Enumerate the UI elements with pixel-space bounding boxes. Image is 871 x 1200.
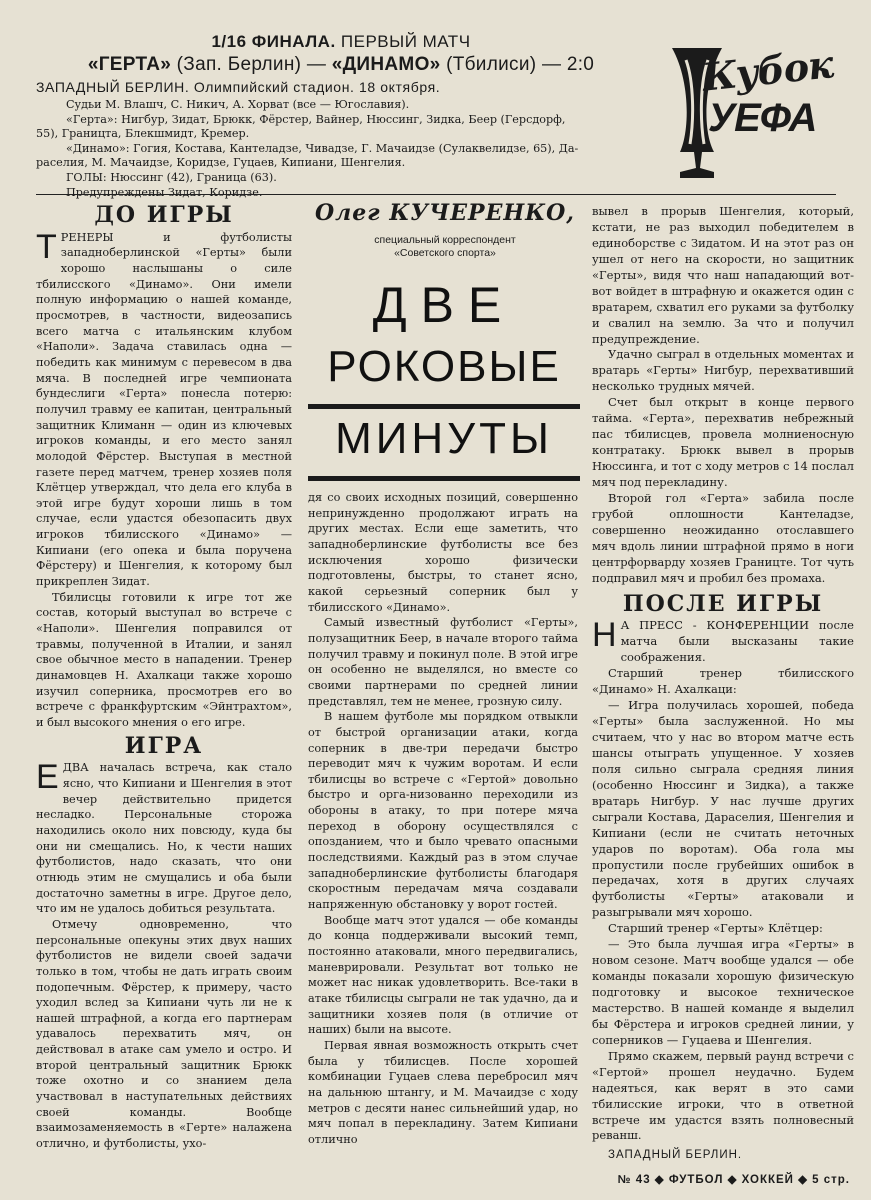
- uefa-cup-logo: [650, 40, 850, 200]
- byline: [312, 200, 578, 260]
- headline-word-2: РОКОВЫЕ: [327, 342, 561, 391]
- hertha-lineup-2: 55), Границта, Блекшмидт, Кремер.: [36, 127, 250, 141]
- author-role-2: «Советского спорта»: [394, 247, 496, 259]
- paragraph: — Игра получилась хорошей, победа «Герты» была заслуженной. Но мы считаем, что у нас во втором матче есть шансы отыграть упущенное. У хозяев поля сильно сыграла средняя линия (особенно Нюссинг и Зидка), а также вратарь Нигбур. У нас лучше других сыграли Костава, Дараселия, Шенгелия и Кипиани (если не считать неточных ударов по воротам). Оба гола мы пропустили после грубейших ошибок в передачах, хотя в других случаях футболисты «Герты» атаковали и разыгрывали мяч хорошо.: [592, 698, 854, 920]
- paragraph: В нашем футболе мы порядком отвыкли от быстрой организации атаки, когда соперник в две-три передачи быстро переводит мяч к чужим воротам. И если тбилисцы во встрече с «Гертой» довольно быстро и орга-низованно переходили из обороны в атаку, то при потере мяча переход в оборону осуществлялся с опозданием, что и было чревато опасными последствиями. Каждый раз в этом случае западноберлинские футболисты благодаря скоростным передачам мяча создавали напряженную обстановку у ворот гостей.: [308, 710, 578, 912]
- paragraph: — Это была лучшая игра «Герты» в новом сезоне. Матч вообще удался — обе команды показали хорошую физическую подготовку и высокое техническое мастерство. В нашей команде я выделил бы Фёрстера и игроков средней линии, у соперников — Гуцаева и Шенгелия.: [592, 937, 854, 1047]
- paragraph: Самый известный футболист «Герты», полузащитник Беер, в начале второго тайма получил травму и покинул поле. В этой игре он особенно не выделялся, но вместе со своими партнерами по средней линии представлял, тем не менее, грозную силу.: [308, 616, 578, 708]
- paragraph: Счет был открыт в конце первого тайма. «Герта», перехватив небрежный пас тбилисцев, провела молниеносную контратаку. Брюкк вывел в прорыв Нюссинга, и тот с ходу метров с 14 послал мяч под перекладину.: [592, 395, 854, 489]
- headline-rule: [308, 404, 580, 409]
- paragraph: ТРЕНЕРЫ и футболисты западноберлинской «Герты» были хорошо наслышаны о силе тбилисского «Динамо». Они имели полную информацию о нашей команде, просмотрев, в частности, видеозапись всего матча с итальянским клубом «Наполи». Задача ставилась одна — победить как минимум с перевесом в два мяча. В последней игре чемпионата бундеслиги «Герта» понесла потерю: получил травму ее капитан, центральный защитник Климанн — один из ключевых игроков команды, и его место занял молодой Фёрстер. Выступая в местной газете перед матчем, тренер хозяев поля Клётцер утверждал, что дела его клуба в этой игре будут хороши лишь в том случае, если удастся обезопасить двух игроков тбилисского «Динамо» — Кипиани (его опека и была поручена Фёрстеру) и Шенгелия, к которому был прикреплен Зидат.: [36, 227, 292, 589]
- column-2: [308, 490, 578, 1148]
- warned-line: Предупреждены Зидат, Коридзе.: [66, 185, 263, 199]
- logo-line-2: УЕФА: [708, 96, 817, 140]
- page-footer: № 43 ◆ ФУТБОЛ ◆ ХОККЕЙ ◆ 5 стр.: [617, 1174, 850, 1186]
- paragraph: Н А ПРЕСС - КОНФЕРЕНЦИИ после матча были высказаны такие соображения.: [592, 616, 854, 665]
- paragraph: Второй гол «Герта» забила после грубой оплошности Кантеладзе, совершенно неожиданно отославшего мяч вдоль линии штрафной прямо в ноги центрфорварду хозяев Границте. Тот чуть подправил мяч и пробил без промаха.: [592, 490, 854, 585]
- paragraph: Тбилисцы готовили к игре тот же состав, который выступал во встрече с «Наполи». Шенгелия поправился от травмы, полученной в Италии, и занял свое обычное место в нападении. Тренер динамовцев Н. Ахалкаци также хорошо изучил соперника, просмотрев его во встрече с франкфуртским «Эйнтрахтом», и был высокого мнения о его игре.: [36, 590, 292, 729]
- paragraph: Вообще матч этот удался — обе команды до конца поддерживали высокий темп, постоянно атаковали, много передвигались, маневрировали. Результат вот только не может нас никак удовлетворить. Все-таки в атаке тбилисцы сыграли не так удачно, да и защитники хозяев поля (в отличие от наших) были на высоте.: [308, 913, 578, 1037]
- headline-rule: [308, 476, 580, 481]
- hertha-lineup-1: «Герта»: Нигбур, Зидат, Брюкк, Фёрстер, Вайнер, Нюссинг, Зидка, Беер (Герсдорф,: [66, 112, 566, 126]
- logo-line-1: Кубок: [700, 41, 835, 100]
- header-divider: [36, 194, 836, 195]
- paragraph: Отмечу одновременно, что персональные опекуны этих двух наших футболистов не видели своей задачи только в том, чтобы не дать играть своим подопечным. Фёрстер, к примеру, часто уходил вслед за Кипиани чуть ли не к нашей штрафной, а когда его партнерам удавалось перехватить мяч, он действовал в атаке сам умело и остро. И второй центральный защитник Брюкк тоже охотно и со знанием дела участвовал в наступательных действиях своей команды. Вообще взаимозаменяемость в «Герте» налажена отлично, и футболисты, ухо-: [36, 917, 292, 1151]
- paragraph: Прямо скажем, первый раунд встречи с «Гертой» прошел неудачно. Будем надеяться, как верят в это сами тбилисские игроки, что в ответной встрече им удастся взять полновесный реванш.: [592, 1048, 854, 1143]
- section-after-game: ПОСЛЕ ИГРЫ: [622, 590, 824, 617]
- dinamo-lineup-2: раселия, М. Мачаидзе, Коридзе, Гуцаев, Кипиани, Шенгелия.: [36, 156, 406, 170]
- paragraph: Удачно сыграл в отдельных моментах и вратарь «Герты» Нигбур, перехвативший несколько трудных мячей.: [592, 347, 854, 394]
- dateline-sign: ЗАПАДНЫЙ БЕРЛИН.: [608, 1149, 743, 1162]
- author-role-1: специальный корреспондент: [374, 234, 516, 246]
- goals-line: ГОЛЫ: Нюссинг (42), Граница (63).: [66, 170, 277, 184]
- venue-line: ЗАПАДНЫЙ БЕРЛИН. Олимпийский стадион. 18 октября.: [36, 79, 441, 95]
- match-header: [36, 32, 646, 200]
- referees-line: Судьи М. Влашч, С. Никич, А. Хорват (все — Югославия).: [66, 98, 410, 111]
- paragraph: Первая явная возможность открыть счет была у тбилисцев. После хорошей комбинации Гуцаев слева перебросил мяч на дальнюю штангу, и М. Мачаидзе с ходу метров с десяти нанес сильнейший удар, но мяч попал в перекладину. Затем Кипиани отлично: [308, 1038, 578, 1146]
- column-1: [36, 204, 292, 1152]
- author-name: Олег КУЧЕРЕНКО,: [315, 200, 575, 226]
- paragraph: вывел в прорыв Шенгелия, который, кстати, не раз выходил победителем в единоборстве с Зидатом. И на этот раз он ушел от него на скорости, но защитник «Герты», видя что наш нападающий вот-вот войдет в штрафную и окажется один с вратарем, схватил его руками за футболку и свалил на землю. За что и получил предупреждение.: [592, 204, 854, 346]
- headline-word-3: МИНУТЫ: [335, 414, 553, 463]
- paragraph: ЕДВА началась встреча, как стало ясно, что Кипиани и Шенгелия в этот вечер действительно придется несладко. Персональные сторожа находились около них повсюду, куда бы они ни смещались. Но, к чести наших футболистов, надо сказать, что они отнюдь этим не смущались и оба были достаточно заметны в игре. Другое дело, что им не удалось добиться результата.: [36, 758, 292, 916]
- dinamo-lineup-1: «Динамо»: Гогия, Костава, Кантеладзе, Чивадзе, Г. Мачаидзе (Сулаквелидзе, 65), Да-: [66, 141, 579, 155]
- column-3: [592, 204, 854, 1164]
- section-game: ИГРА: [124, 732, 204, 759]
- paragraph: Старший тренер тбилисского «Динамо» Н. Ахалкаци:: [592, 666, 854, 697]
- section-before-game: ДО ИГРЫ: [94, 202, 234, 228]
- score-line: «ГЕРТА» (Зап. Берлин) — «ДИНАМО» (Тбилиси) — 2:0: [87, 54, 595, 75]
- paragraph: дя со своих исходных позиций, совершенно непринужденно продолжают играть на других местах. Если еще заметить, что западноберлинские футболисты все без исключения хорошо физически подготовлены, быстры, то станет ясно, какой серьезный соперник был у тбилисского «Динамо».: [308, 491, 578, 614]
- paragraph: Старший тренер «Герты» Клётцер:: [608, 921, 823, 936]
- headline-word-1: ДВЕ: [372, 277, 516, 333]
- round-line: 1/16 ФИНАЛА. ПЕРВЫЙ МАТЧ: [211, 32, 471, 51]
